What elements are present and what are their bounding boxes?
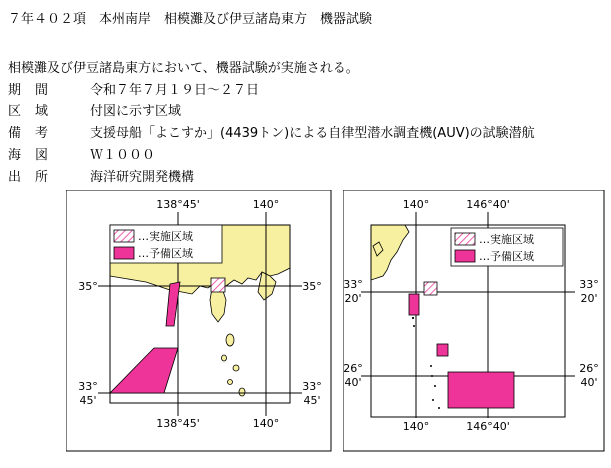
row-value: 令和７年７月１９日～２７日: [90, 83, 260, 98]
notice-intro: 相模灘及び伊豆諸島東方において、機器試験が実施される。: [8, 61, 359, 76]
left-lat-label: 45': [79, 394, 97, 407]
row-label: 区域: [8, 104, 63, 119]
row-value: 支援母船「よこすか」(4439トン)による自律型潜水調査機(AUV)の試験潜航: [90, 126, 535, 141]
top-lon-label: 140°: [252, 198, 280, 211]
row-label: 備考: [8, 126, 63, 141]
legend-right: [451, 228, 563, 266]
reserve-area-izu: [409, 294, 419, 315]
row-label: 期間: [8, 83, 63, 98]
legend-reserve-swatch: [455, 250, 475, 262]
map-right: [343, 190, 605, 452]
left-lat-label: 26°: [343, 362, 363, 375]
row-label: 海図: [8, 148, 63, 163]
bottom-lon-label: 146°40': [466, 420, 510, 433]
legend-left: [110, 225, 222, 263]
legend-reserve-label: …予備区域: [138, 247, 193, 260]
legend-hatch-swatch: [455, 233, 475, 245]
left-lat-label: 20': [344, 292, 362, 305]
row-label: 出所: [8, 170, 63, 185]
left-lat-label: 35°: [78, 280, 98, 293]
legend-hatch-swatch: [114, 230, 134, 242]
left-lat-label: 40': [344, 376, 362, 389]
row-value: 付図に示す区域: [90, 104, 182, 119]
reserve-area-east: [448, 372, 514, 408]
right-lat-label: 20': [580, 292, 598, 305]
legend-implementation-label: …実施区域: [479, 233, 534, 246]
notice-title: ７年４０２項 本州南岸 相模灘及び伊豆諸島東方 機器試験: [8, 12, 373, 27]
left-lat-label: 33°: [343, 278, 363, 291]
right-lat-label: 40': [580, 376, 598, 389]
bottom-lon-label: 140°: [402, 420, 430, 433]
right-lat-label: 33°: [302, 380, 322, 393]
right-lat-label: 35°: [302, 280, 322, 293]
implementation-area: [424, 282, 437, 295]
legend-implementation-label: …実施区域: [138, 230, 193, 243]
right-lat-label: 45': [303, 394, 321, 407]
map-left: [66, 190, 332, 452]
right-lat-label: 33°: [579, 278, 599, 291]
row-value: 海洋研究開発機構: [90, 170, 195, 185]
top-lon-label: 138°45': [156, 198, 200, 211]
right-lat-label: 26°: [579, 362, 599, 375]
bottom-lon-label: 138°45': [156, 417, 200, 430]
reserve-area-ogasawara: [437, 344, 448, 356]
legend-reserve-swatch: [114, 247, 134, 259]
top-lon-label: 146°40': [466, 198, 510, 211]
row-value: Ｗ１０００: [90, 148, 156, 163]
top-lon-label: 140°: [402, 198, 430, 211]
implementation-area: [211, 278, 225, 292]
bottom-lon-label: 140°: [252, 417, 280, 430]
legend-reserve-label: …予備区域: [479, 250, 534, 263]
left-lat-label: 33°: [78, 380, 98, 393]
